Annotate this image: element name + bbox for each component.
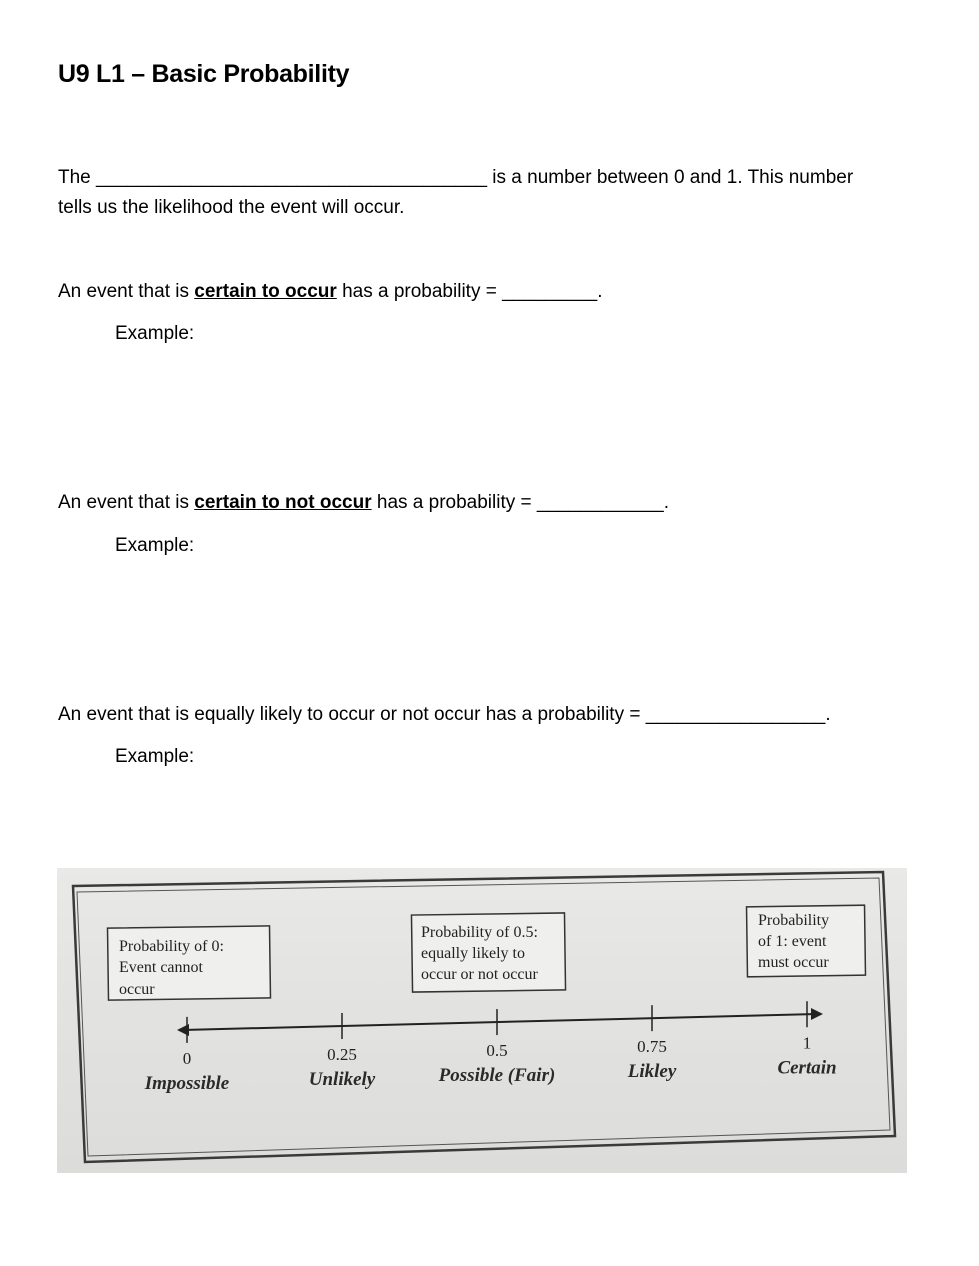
arrow-right-icon [811, 1008, 823, 1020]
box-zero-line-1: Probability of 0: [119, 938, 224, 955]
certain-suffix[interactable]: has a probability = _________. [342, 281, 603, 302]
probability-scale-photo [57, 868, 907, 1173]
box-zero-line-3: occur [119, 981, 155, 998]
equal-line[interactable]: An event that is equally likely to occur or not occur has a probability = _________________. [58, 704, 831, 725]
tick-word-0: Impossible [144, 1072, 230, 1094]
box-half-line-2: equally likely to [421, 945, 525, 962]
box-zero-line-2: Event cannot [119, 959, 203, 976]
tick-label-2: 0.5 [486, 1041, 508, 1061]
box-half-line-3: occur or not occur [421, 966, 538, 983]
impossible-emphasis: certain to not occur [194, 492, 372, 513]
certain-example-label: Example: [115, 323, 195, 344]
tick-label-0: 0 [182, 1048, 192, 1068]
tick-word-3: Likley [627, 1061, 677, 1083]
equal-example-label: Example: [115, 746, 195, 767]
definition-line-1 [58, 167, 853, 189]
definition-blank[interactable]: _____________________________________ [96, 167, 488, 188]
tick-word-2: Possible (Fair) [438, 1065, 556, 1087]
box-half-line-1: Probability of 0.5: [421, 924, 538, 941]
impossible-suffix[interactable]: has a probability = ____________. [376, 492, 669, 513]
tick-word-1: Unlikely [308, 1068, 376, 1090]
tick-label-3: 0.75 [637, 1037, 667, 1057]
definition-line-2: tells us the likelihood the event will occur. [58, 197, 405, 218]
impossible-prefix: An event that is [58, 492, 189, 513]
impossible-line [58, 492, 669, 514]
box-one-line-2: of 1: event [758, 933, 827, 950]
tick-word-4: Certain [777, 1057, 837, 1079]
page-title: U9 L1 – Basic Probability [58, 60, 350, 88]
impossible-example-label: Example: [115, 535, 195, 556]
box-one-line-1: Probability [758, 912, 830, 929]
tick-label-1: 0.25 [327, 1044, 357, 1064]
definition-prefix: The [58, 167, 91, 188]
certain-prefix: An event that is [58, 281, 189, 302]
probability-scale-figure [57, 868, 907, 1173]
box-one-line-3: must occur [758, 954, 829, 971]
certain-line [58, 281, 602, 303]
definition-suffix: is a number between 0 and 1. This number [492, 167, 854, 188]
number-line [183, 1014, 817, 1030]
tick-label-4: 1 [802, 1033, 812, 1053]
certain-emphasis: certain to occur [194, 281, 337, 302]
